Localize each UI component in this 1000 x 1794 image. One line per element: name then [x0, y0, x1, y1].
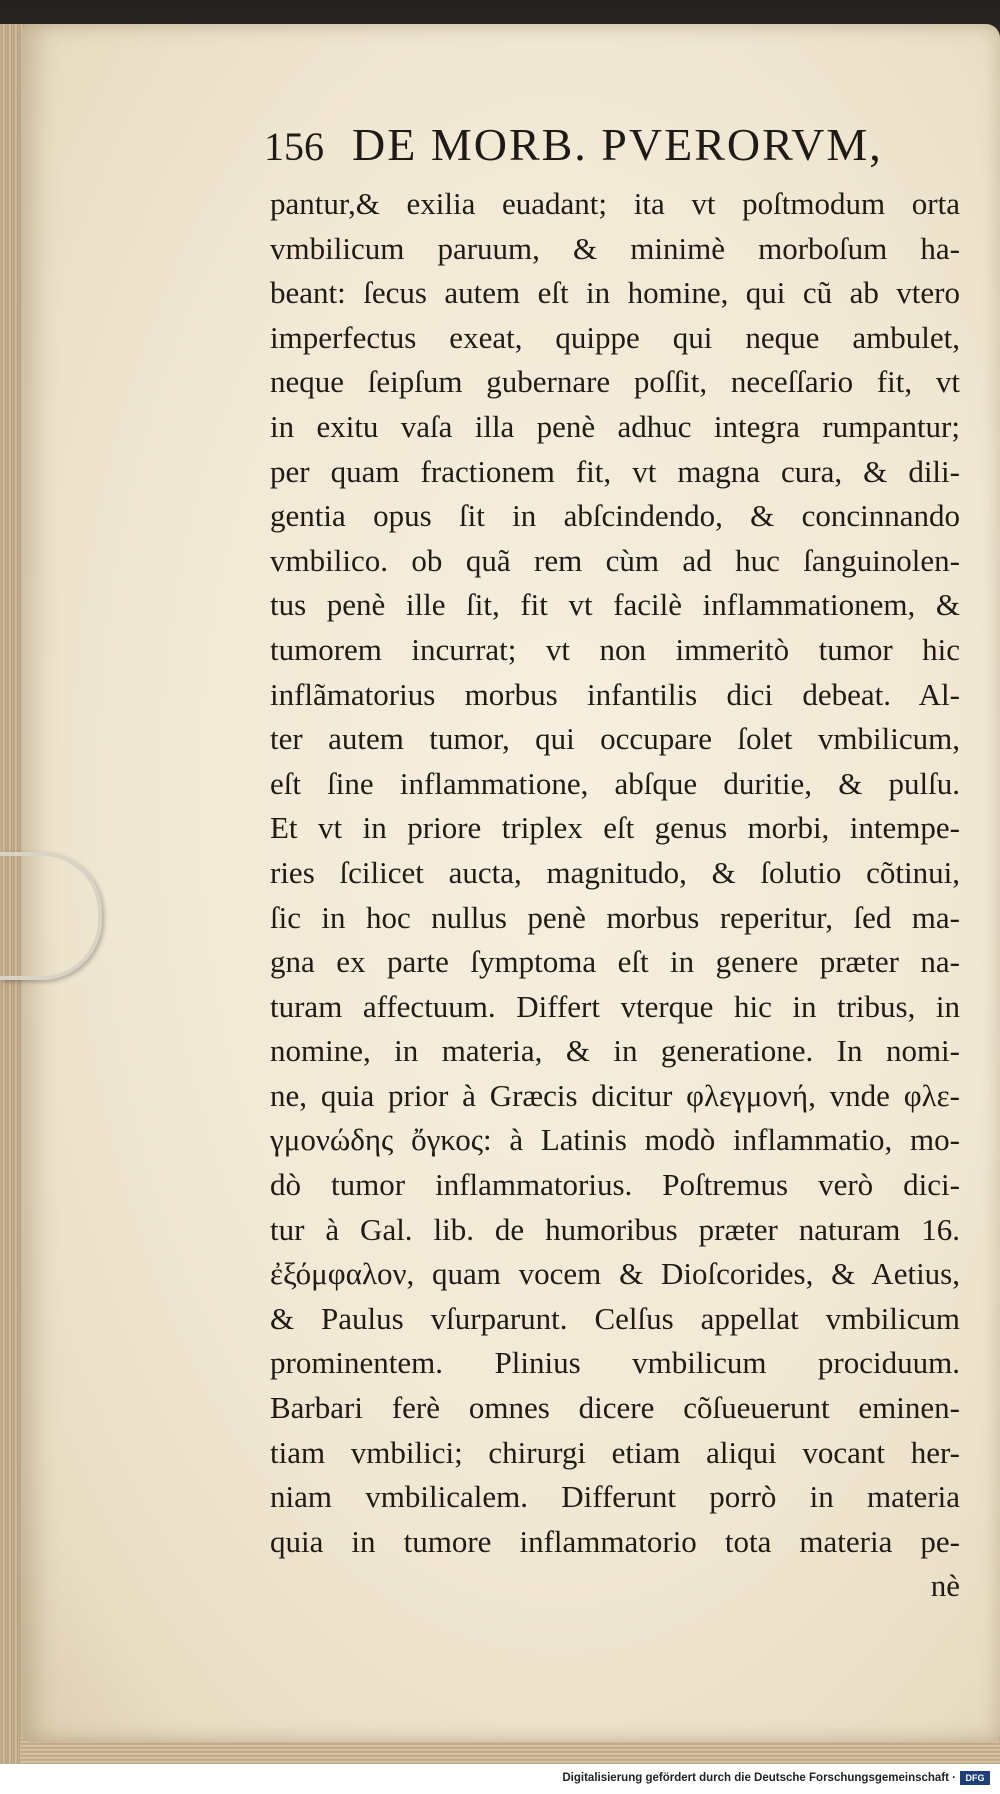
running-header: [264, 118, 904, 178]
text-line: tiam vmbilici; chirurgi etiam aliqui vocant her-: [270, 1434, 960, 1470]
text-line: imperfectus exeat, quippe qui neque ambulet,: [270, 319, 960, 355]
text-line: gna ex parte ſymptoma eſt in genere præter na-: [270, 944, 960, 980]
catchword: nè: [930, 1568, 960, 1604]
digitization-credit: Digitalisierung gefördert durch die Deutsche Forschungsgemeinschaft ·: [562, 1772, 956, 1784]
text-line: eſt ſine inflammatione, abſque duritie, & pulſu.: [270, 765, 960, 801]
text-line: γμονώδης ὄγκος: à Latinis modò inflammatio, mo-: [270, 1122, 960, 1158]
text-line: prominentem. Plinius vmbilicum prociduum.: [270, 1345, 960, 1381]
text-line: Barbari ferè omnes dicere cõſueuerunt eminen-: [270, 1390, 960, 1426]
dfg-logo-icon: DFG: [960, 1771, 990, 1785]
text-line: ἐξόμφαλον, quam vocem & Dioſcorides, & Aetius,: [270, 1256, 960, 1292]
text-line: gentia opus ſit in abſcindendo, & concinnando: [270, 498, 960, 534]
text-line: & Paulus vſurparunt. Celſus appellat vmbilicum: [270, 1300, 960, 1336]
text-line: vmbilicum paruum, & minimè morboſum ha-: [270, 230, 960, 266]
text-line: turam affectuum. Differt vterque hic in tribus, in: [270, 988, 960, 1024]
text-line: tus penè ille ſit, fit vt facilè inflammationem, &: [270, 587, 960, 623]
text-line: in exitu vaſa illa penè adhuc integra rumpantur;: [270, 408, 960, 444]
text-line: dò tumor inflammatorius. Poſtremus verò dici-: [270, 1167, 960, 1203]
page-number: 156: [264, 124, 324, 169]
text-line: niam vmbilicalem. Differunt porrò in materia: [270, 1479, 960, 1515]
text-line: inflãmatorius morbus infantilis dici debeat. Al-: [270, 676, 960, 712]
body-text: [270, 182, 960, 1609]
text-line: tumorem incurrat; vt non immeritò tumor hic: [270, 631, 960, 667]
text-line: beant: ſecus autem eſt in homine, qui cũ ab vtero: [270, 275, 960, 311]
text-line: vmbilico. ob quã rem cùm ad huc ſanguinolen-: [270, 542, 960, 578]
text-line: quia in tumore inflammatorio tota materia pe-: [270, 1523, 960, 1559]
text-line: pantur,& exilia euadant; ita vt poſtmodum orta: [270, 186, 960, 221]
text-line: Et vt in priore triplex eſt genus morbi, intempe-: [270, 810, 960, 846]
footer-bar: [0, 1764, 1000, 1794]
running-title: DE MORB. PVERORVM,: [352, 119, 883, 170]
text-line: ſic in hoc nullus penè morbus reperitur, ſed ma-: [270, 899, 960, 935]
text-line: ter autem tumor, qui occupare ſolet vmbilicum,: [270, 721, 960, 757]
text-line: ne, quia prior à Græcis dicitur φλεγμονή, vnde φλε-: [270, 1077, 960, 1113]
text-line: neque ſeipſum gubernare poſſit, neceſſario fit, vt: [270, 364, 960, 400]
text-line: tur à Gal. lib. de humoribus præter naturam 16.: [270, 1211, 960, 1247]
text-line: nomine, in materia, & in generatione. In nomi-: [270, 1033, 960, 1069]
text-line: ries ſcilicet aucta, magnitudo, & ſolutio cõtinui,: [270, 854, 960, 890]
text-line: per quam fractionem fit, vt magna cura, & dili-: [270, 453, 960, 489]
